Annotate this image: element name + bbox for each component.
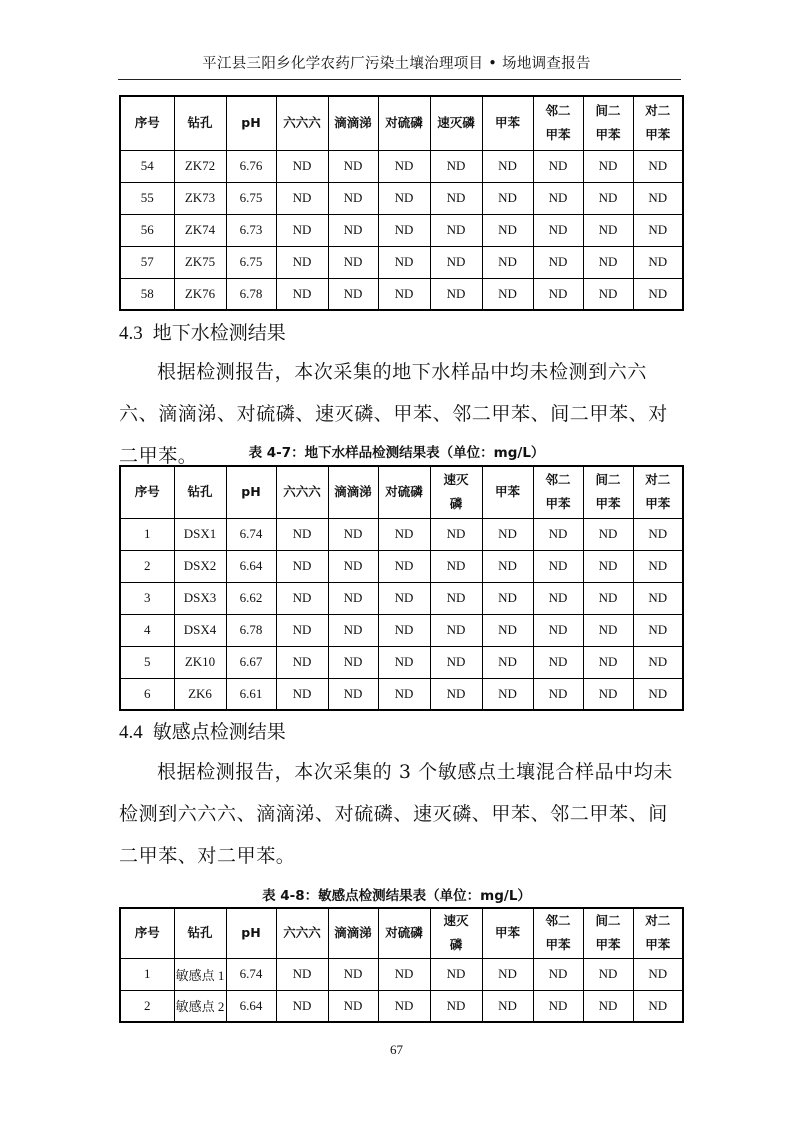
table-cell: ND: [533, 246, 583, 278]
table-cell: ND: [276, 246, 328, 278]
table-cell: DSX4: [174, 614, 226, 646]
table-header-row: [120, 908, 683, 958]
table-cell: ND: [430, 678, 482, 710]
table-cell: ND: [430, 550, 482, 582]
column-header: 间二 甲苯: [583, 466, 633, 518]
sensitive-point-results-table: [119, 907, 684, 1023]
table-cell: 2: [120, 990, 174, 1022]
table-cell: ND: [378, 582, 430, 614]
table-cell: ND: [328, 678, 378, 710]
table-cell: ND: [378, 278, 430, 310]
table-cell: 55: [120, 182, 174, 214]
table-cell: ZK72: [174, 150, 226, 182]
table-cell: 1: [120, 958, 174, 990]
page-header: 平江县三阳乡化学农药厂污染土壤治理项目 • 场地调查报告: [202, 56, 591, 72]
table-cell: 6.62: [226, 582, 276, 614]
table-cell: ND: [583, 614, 633, 646]
table-cell: ZK75: [174, 246, 226, 278]
table-cell: ND: [533, 214, 583, 246]
table-cell: ND: [378, 550, 430, 582]
section-number: 4.3: [119, 323, 143, 344]
section-number: 4.4: [119, 722, 143, 743]
table-cell: 3: [120, 582, 174, 614]
table-cell: ND: [276, 182, 328, 214]
table-cell: ND: [533, 646, 583, 678]
table-cell: ND: [633, 614, 683, 646]
column-header: 钻孔: [174, 96, 226, 150]
table-cell: ND: [583, 182, 633, 214]
table-cell: ND: [276, 646, 328, 678]
table-cell: ND: [430, 614, 482, 646]
section-title: 地下水检测结果: [152, 322, 286, 344]
table-cell: 敏感点 1: [174, 958, 226, 990]
table-row: [120, 678, 683, 710]
table-cell: ND: [328, 214, 378, 246]
table-cell: ND: [378, 246, 430, 278]
column-header: 对硫磷: [378, 96, 430, 150]
column-header: 对二 甲苯: [633, 466, 683, 518]
table-cell: ND: [533, 678, 583, 710]
table-cell: ND: [276, 958, 328, 990]
table-cell: ND: [583, 214, 633, 246]
table-cell: 6.75: [226, 246, 276, 278]
table-cell: ND: [533, 614, 583, 646]
table-cell: ND: [378, 958, 430, 990]
paragraph-text: 根据检测报告，本次采集的地下水样品中均未检测到六六六、滴滴涕、对硫磷、速灭磷、甲苯、邻二甲苯、间二甲苯、对二甲苯。: [119, 361, 668, 467]
table-cell: ND: [430, 278, 482, 310]
table-cell: ND: [430, 246, 482, 278]
table-cell: ND: [633, 214, 683, 246]
soil-results-table-continued: [119, 95, 684, 311]
section-heading-4-4: [119, 717, 286, 744]
column-header: 速灭 磷: [430, 908, 482, 958]
table-cell: ND: [430, 150, 482, 182]
table-cell: ND: [583, 550, 633, 582]
table-cell: ND: [482, 214, 533, 246]
column-header: 对硫磷: [378, 466, 430, 518]
table-row: [120, 278, 683, 310]
table-row: [120, 150, 683, 182]
table-cell: 6.64: [226, 990, 276, 1022]
table-cell: ND: [328, 518, 378, 550]
column-header: 对硫磷: [378, 908, 430, 958]
table-cell: 6.78: [226, 278, 276, 310]
table-row: [120, 582, 683, 614]
table-cell: 6.75: [226, 182, 276, 214]
table-row: [120, 182, 683, 214]
table-cell: DSX2: [174, 550, 226, 582]
table-cell: ND: [430, 518, 482, 550]
table-cell: ND: [328, 958, 378, 990]
table-cell: ND: [378, 214, 430, 246]
table-cell: ND: [583, 246, 633, 278]
table-cell: 敏感点 2: [174, 990, 226, 1022]
table-cell: ND: [583, 278, 633, 310]
table-cell: ND: [482, 614, 533, 646]
section-heading-4-3: [119, 318, 286, 345]
table-cell: ND: [633, 646, 683, 678]
column-header: 甲苯: [482, 96, 533, 150]
table-row: [120, 990, 683, 1022]
table-cell: ND: [633, 182, 683, 214]
table-cell: ND: [482, 246, 533, 278]
column-header: 邻二 甲苯: [533, 908, 583, 958]
column-header: 滴滴涕: [328, 96, 378, 150]
table-cell: ND: [378, 646, 430, 678]
table-cell: ND: [533, 550, 583, 582]
table-cell: ND: [482, 150, 533, 182]
table-cell: ND: [328, 990, 378, 1022]
column-header: 甲苯: [482, 908, 533, 958]
table-cell: ND: [430, 214, 482, 246]
column-header: 钻孔: [174, 466, 226, 518]
table-cell: ND: [482, 182, 533, 214]
table-cell: ND: [378, 150, 430, 182]
table-cell: ND: [583, 150, 633, 182]
table-row: [120, 518, 683, 550]
table-row: [120, 958, 683, 990]
table-cell: ND: [328, 582, 378, 614]
column-header: 序号: [120, 96, 174, 150]
table-cell: ND: [276, 550, 328, 582]
table-cell: ND: [378, 518, 430, 550]
table-cell: 58: [120, 278, 174, 310]
table-cell: ND: [378, 990, 430, 1022]
column-header: 滴滴涕: [328, 908, 378, 958]
table-cell: ND: [430, 582, 482, 614]
column-header: 邻二 甲苯: [533, 96, 583, 150]
column-header: 速灭磷: [430, 96, 482, 150]
table-cell: ND: [633, 550, 683, 582]
table-cell: ND: [276, 614, 328, 646]
column-header: pH: [226, 908, 276, 958]
table-cell: ND: [633, 958, 683, 990]
table-cell: ND: [276, 678, 328, 710]
section-4-4-paragraph: [119, 751, 682, 877]
column-header: 邻二 甲苯: [533, 466, 583, 518]
table-cell: ND: [276, 214, 328, 246]
column-header: 甲苯: [482, 466, 533, 518]
column-header: 间二 甲苯: [583, 908, 633, 958]
table-cell: ND: [276, 990, 328, 1022]
column-header: 速灭 磷: [430, 466, 482, 518]
column-header: 序号: [120, 908, 174, 958]
table-cell: ND: [328, 550, 378, 582]
table-cell: ZK10: [174, 646, 226, 678]
table-cell: ZK74: [174, 214, 226, 246]
table-cell: ND: [583, 958, 633, 990]
header-divider: [118, 79, 681, 80]
table-cell: ND: [430, 990, 482, 1022]
table-cell: ND: [633, 582, 683, 614]
table-cell: ND: [533, 958, 583, 990]
table-cell: 5: [120, 646, 174, 678]
column-header: 滴滴涕: [328, 466, 378, 518]
table-4-8-caption: 表 4-8：敏感点检测结果表（单位：mg/L）: [262, 888, 531, 904]
table-cell: ND: [328, 182, 378, 214]
paragraph-text: 根据检测报告，本次采集的 3 个敏感点土壤混合样品中均未检测到六六六、滴滴涕、对硫磷、速灭磷、甲苯、邻二甲苯、间二甲苯、对二甲苯。: [119, 761, 673, 867]
table-cell: 6.64: [226, 550, 276, 582]
table-cell: DSX1: [174, 518, 226, 550]
table-cell: ND: [430, 182, 482, 214]
table-cell: ND: [533, 278, 583, 310]
column-header: 对二 甲苯: [633, 96, 683, 150]
table-cell: ND: [633, 278, 683, 310]
table-cell: ND: [276, 518, 328, 550]
column-header: 钻孔: [174, 908, 226, 958]
table-cell: 6.61: [226, 678, 276, 710]
table-cell: ND: [633, 246, 683, 278]
table-cell: ND: [276, 582, 328, 614]
table-cell: 6.74: [226, 958, 276, 990]
table-cell: ZK76: [174, 278, 226, 310]
table-cell: ND: [482, 646, 533, 678]
groundwater-results-table: [119, 465, 684, 711]
table-cell: ND: [378, 614, 430, 646]
column-header: 六六六: [276, 466, 328, 518]
table-cell: ND: [328, 646, 378, 678]
table-header-row: [120, 466, 683, 518]
table-cell: ND: [533, 182, 583, 214]
table-cell: ND: [328, 614, 378, 646]
table-row: [120, 246, 683, 278]
table-cell: DSX3: [174, 582, 226, 614]
table-cell: ND: [482, 958, 533, 990]
table-cell: ND: [533, 582, 583, 614]
table-cell: ND: [482, 278, 533, 310]
table-cell: ND: [276, 278, 328, 310]
table-cell: 6.76: [226, 150, 276, 182]
table-cell: 6: [120, 678, 174, 710]
column-header: 序号: [120, 466, 174, 518]
table-cell: ND: [482, 518, 533, 550]
table-cell: 1: [120, 518, 174, 550]
table-cell: ND: [328, 278, 378, 310]
table-header-row: [120, 96, 683, 150]
table-cell: ND: [533, 150, 583, 182]
section-title: 敏感点检测结果: [152, 721, 286, 743]
table-row: [120, 214, 683, 246]
table-cell: ZK73: [174, 182, 226, 214]
table-cell: ND: [583, 990, 633, 1022]
table-cell: ND: [276, 150, 328, 182]
table-cell: ND: [633, 518, 683, 550]
table-cell: 6.67: [226, 646, 276, 678]
table-cell: ND: [430, 646, 482, 678]
table-cell: ND: [583, 646, 633, 678]
table-row: [120, 646, 683, 678]
table-cell: ND: [633, 990, 683, 1022]
table-cell: ND: [583, 678, 633, 710]
table-cell: ND: [633, 150, 683, 182]
table-cell: ND: [482, 582, 533, 614]
table-cell: 2: [120, 550, 174, 582]
table-cell: 57: [120, 246, 174, 278]
table-cell: ZK6: [174, 678, 226, 710]
table-cell: ND: [583, 518, 633, 550]
table-cell: ND: [378, 182, 430, 214]
table-cell: 6.78: [226, 614, 276, 646]
column-header: 六六六: [276, 908, 328, 958]
column-header: pH: [226, 96, 276, 150]
table-cell: 54: [120, 150, 174, 182]
table-cell: ND: [328, 150, 378, 182]
table-cell: ND: [583, 582, 633, 614]
table-cell: 6.74: [226, 518, 276, 550]
column-header: 间二 甲苯: [583, 96, 633, 150]
page-number: 67: [390, 1042, 403, 1057]
table-row: [120, 614, 683, 646]
table-cell: ND: [378, 678, 430, 710]
table-row: [120, 550, 683, 582]
column-header: pH: [226, 466, 276, 518]
table-cell: 6.73: [226, 214, 276, 246]
table-cell: 56: [120, 214, 174, 246]
table-cell: ND: [482, 550, 533, 582]
column-header: 对二 甲苯: [633, 908, 683, 958]
table-cell: 4: [120, 614, 174, 646]
table-cell: ND: [482, 990, 533, 1022]
table-cell: ND: [633, 678, 683, 710]
table-cell: ND: [533, 518, 583, 550]
table-4-7-caption: 表 4-7：地下水样品检测结果表（单位：mg/L）: [248, 445, 545, 461]
table-cell: ND: [328, 246, 378, 278]
table-cell: ND: [430, 958, 482, 990]
table-cell: ND: [533, 990, 583, 1022]
column-header: 六六六: [276, 96, 328, 150]
table-cell: ND: [482, 678, 533, 710]
